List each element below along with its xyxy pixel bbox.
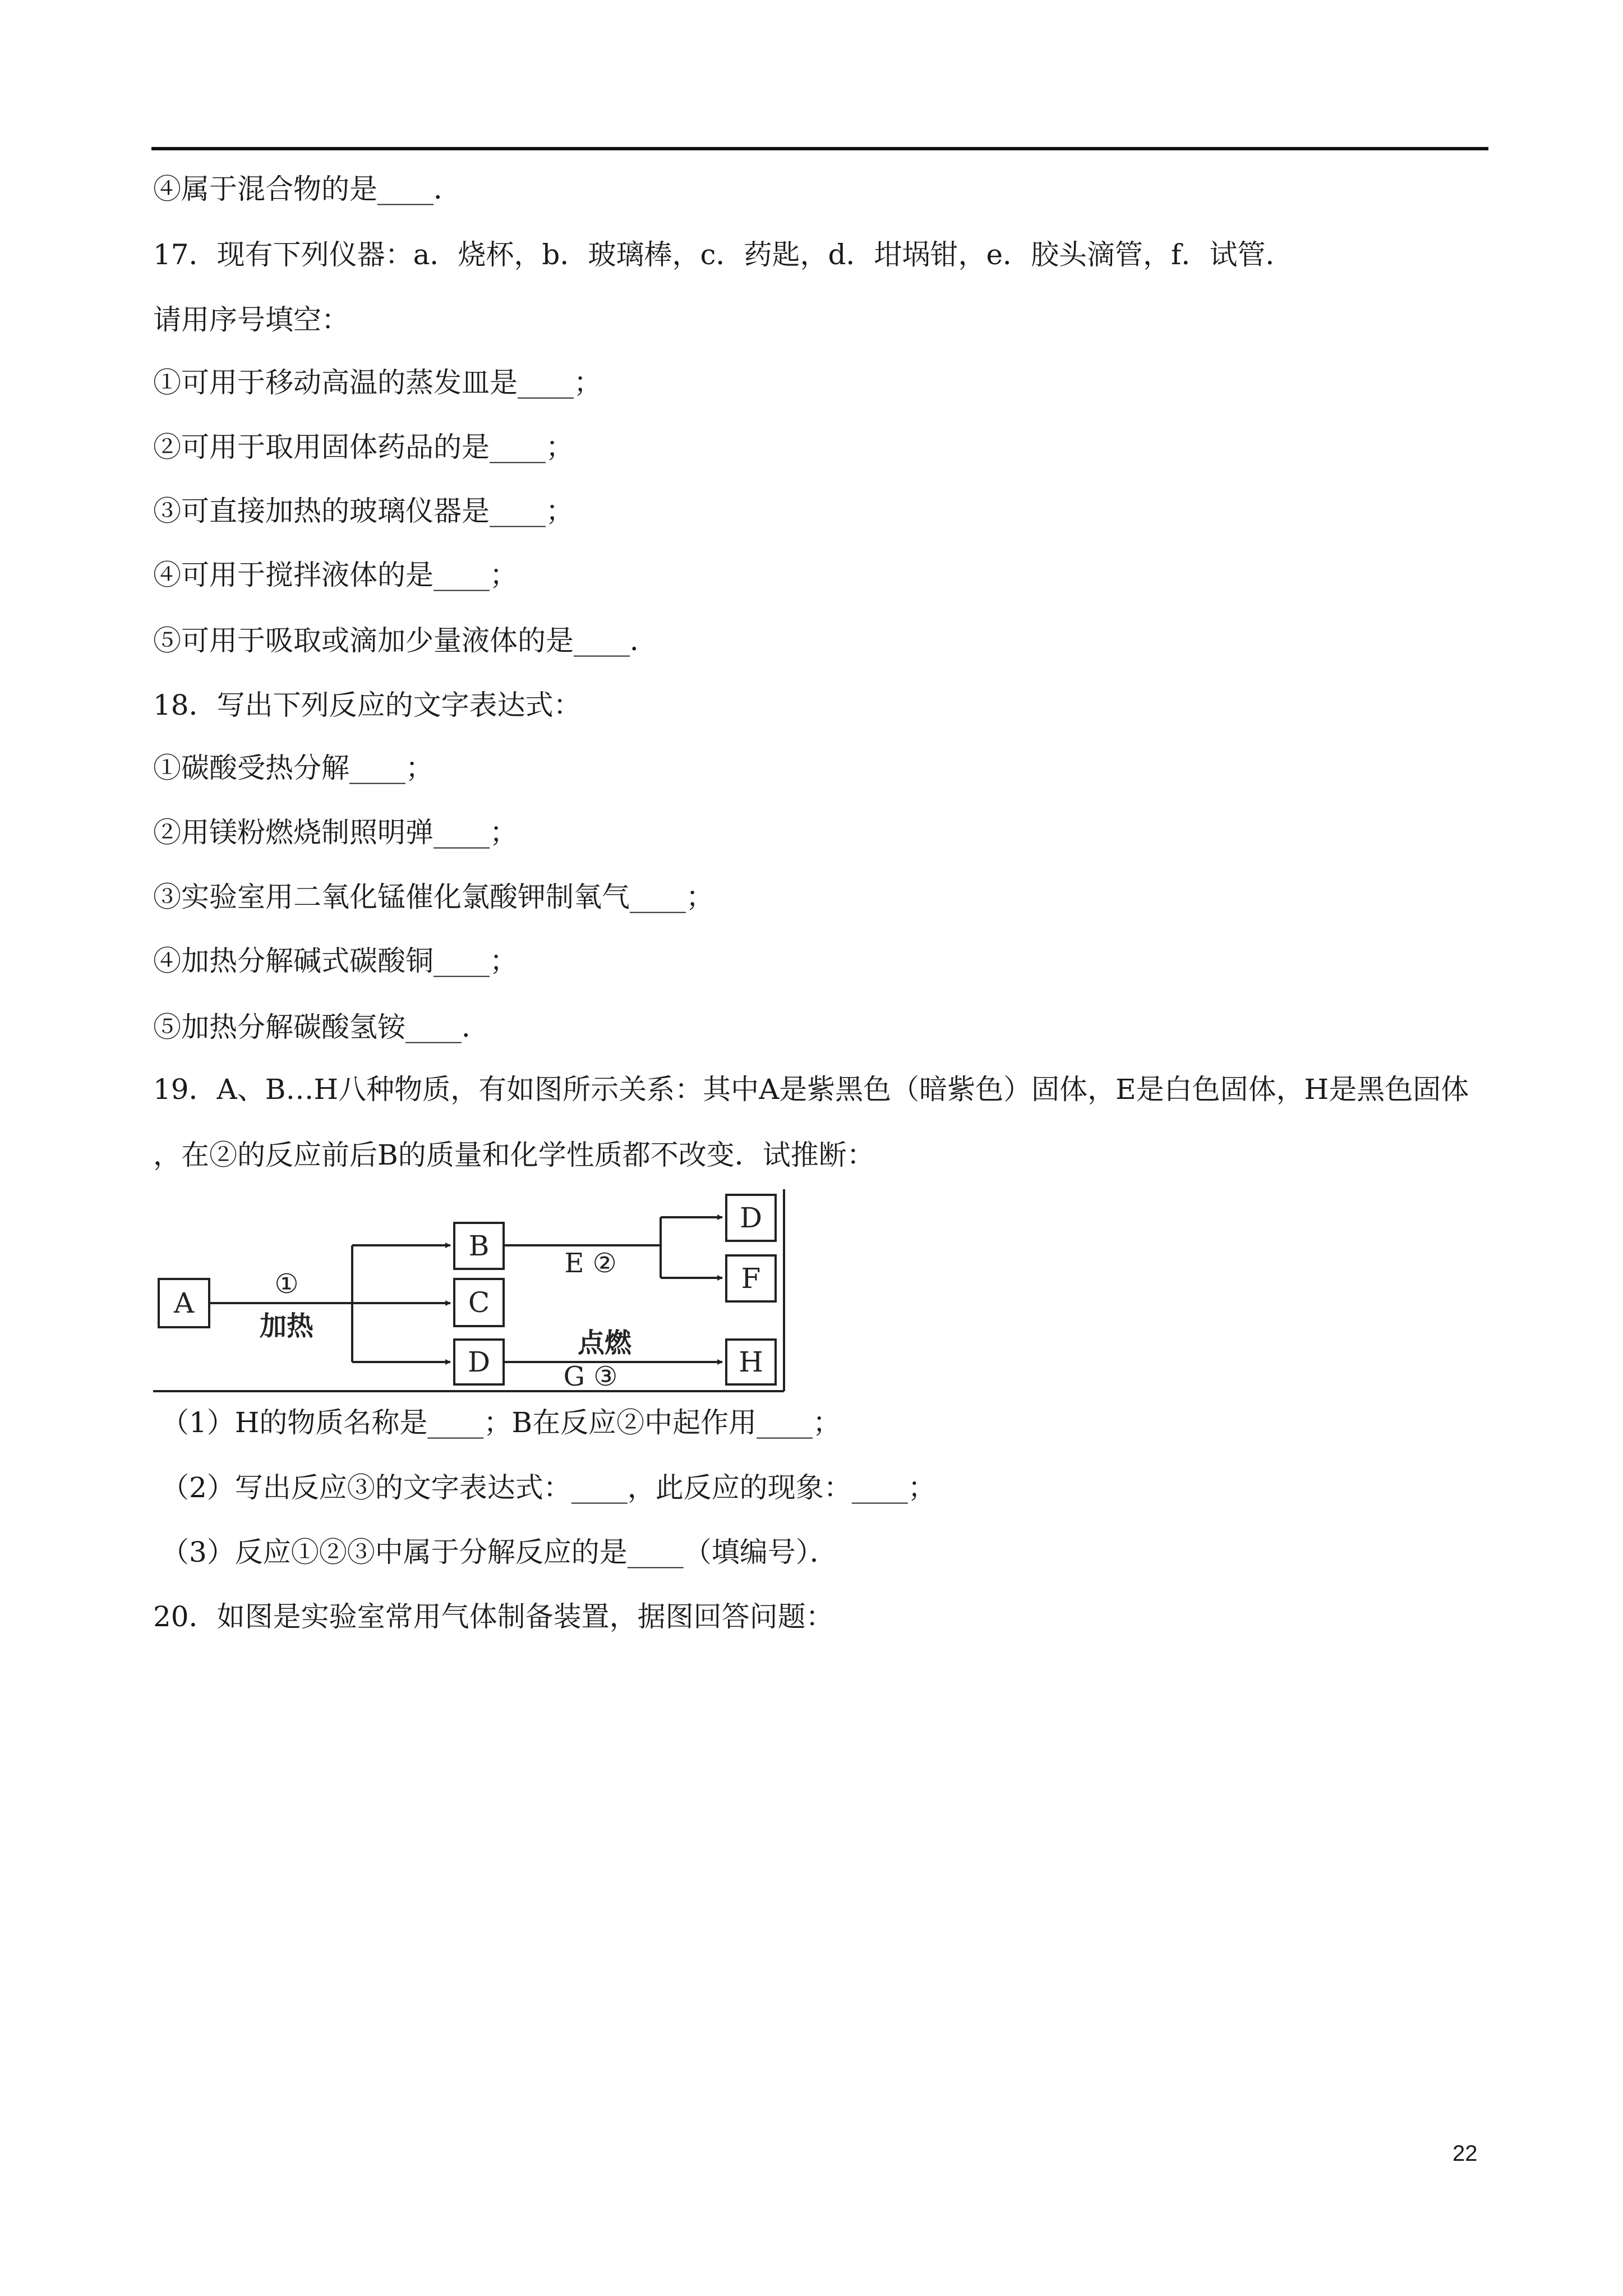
question-18-item-1: ①碳酸受热分解____； <box>153 752 434 784</box>
reaction-3-condition: 点燃 <box>577 1327 632 1359</box>
node-h-label: H <box>739 1346 763 1378</box>
node-d-label: D <box>467 1346 491 1378</box>
question-19-part-2: （2）写出反应③的文字表达式：____，此反应的现象：____； <box>161 1471 936 1504</box>
question-19-part-3: （3）反应①②③中属于分解反应的是____（填编号）． <box>161 1536 838 1568</box>
question-20-stem: 20．如图是实验室常用气体制备装置，据图回答问题： <box>153 1600 834 1633</box>
node-c-label: C <box>468 1286 490 1319</box>
question-18-item-4: ④加热分解碱式碳酸铜____； <box>153 945 518 977</box>
question-19-stem-continued: ，在②的反应前后B的质量和化学性质都不改变．试推断： <box>153 1139 875 1171</box>
reaction-diagram <box>153 1189 792 1397</box>
question-16-item-4: ④属于混合物的是____． <box>153 173 462 205</box>
question-17-stem: 17．现有下列仪器：a．烧杯，b．玻璃棒，c．药匙，d．坩埚钳，e．胶头滴管，f．试管． <box>153 238 1294 271</box>
reaction-1-number: ① <box>274 1268 299 1300</box>
node-b-label: B <box>468 1230 490 1262</box>
question-19-part-1: （1）H的物质名称是____；B在反应②中起作用____； <box>161 1406 841 1439</box>
question-17-item-4: ④可用于搅拌液体的是____； <box>153 559 518 591</box>
question-17-item-1: ①可用于移动高温的蒸发皿是____； <box>153 366 602 399</box>
question-17-instruction: 请用序号填空： <box>153 303 349 336</box>
reaction-2-label: E ② <box>564 1248 617 1279</box>
question-18-stem: 18．写出下列反应的文字表达式： <box>153 689 582 721</box>
node-f-label: F <box>741 1262 761 1295</box>
reaction-diagram-svg <box>153 1189 792 1397</box>
node-a-label: A <box>173 1287 195 1319</box>
question-17-item-3: ③可直接加热的玻璃仪器是____； <box>153 495 574 527</box>
page-number: 22 <box>1453 2141 1478 2166</box>
reaction-3-label: G ③ <box>563 1361 618 1392</box>
question-18-item-5: ⑤加热分解碳酸氢铵____． <box>153 1011 490 1043</box>
question-18-item-2: ②用镁粉燃烧制照明弹____； <box>153 816 518 849</box>
header-rule <box>151 147 1488 150</box>
question-18-item-3: ③实验室用二氧化锰催化氯酸钾制氧气____； <box>153 881 714 913</box>
question-17-item-5: ⑤可用于吸取或滴加少量液体的是____． <box>153 624 658 657</box>
question-17-item-2: ②可用于取用固体药品的是____； <box>153 431 574 463</box>
reaction-1-condition: 加热 <box>259 1310 314 1342</box>
question-19-stem: 19．A、B…H八种物质，有如图所示关系：其中A是紫黑色（暗紫色）固体，E是白色固体，H是黑色固体 <box>153 1073 1469 1106</box>
node-d-top-label: D <box>739 1202 763 1234</box>
